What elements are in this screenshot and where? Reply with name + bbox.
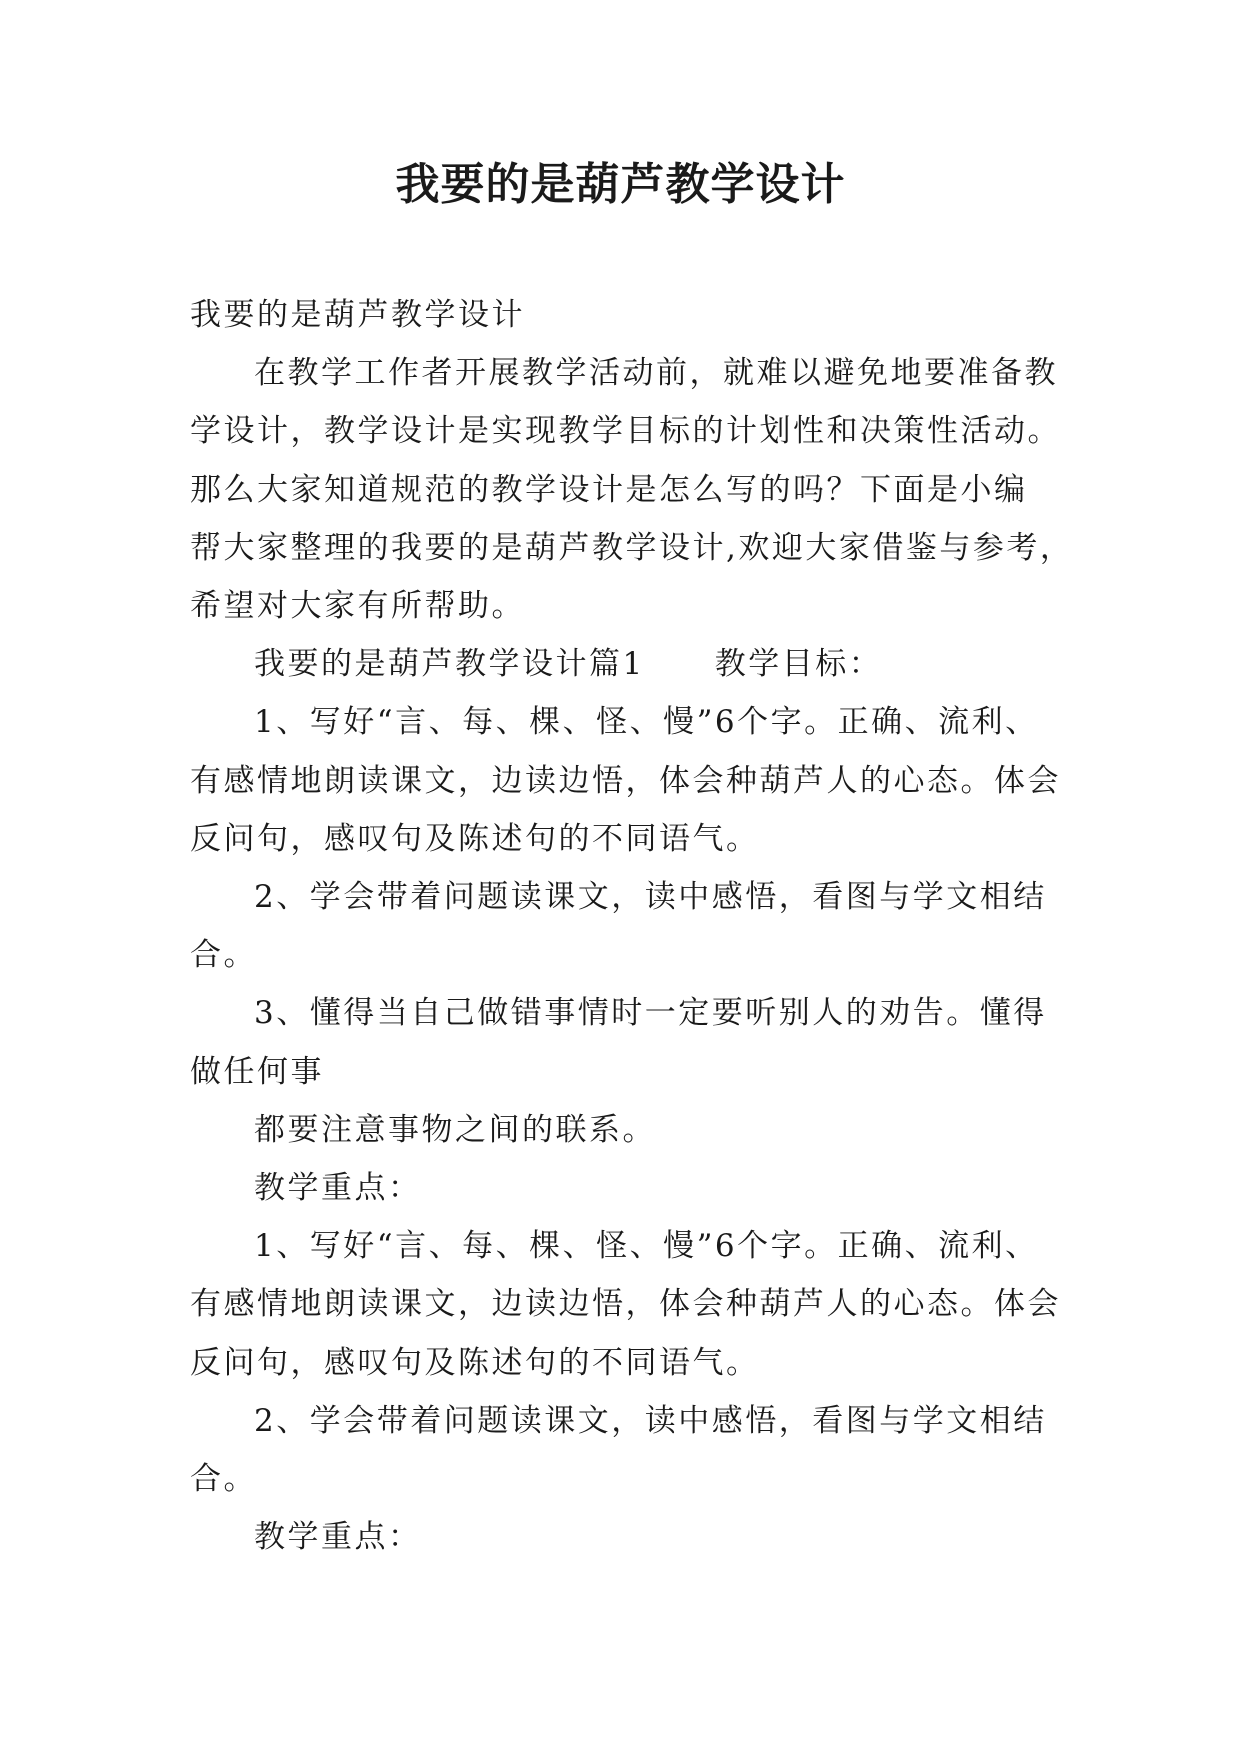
section-heading: 我要的是葫芦教学设计篇1 xyxy=(254,646,645,683)
paragraph-line: 希望对大家有所帮助。 xyxy=(190,588,525,625)
key-point-item-line: 2、学会带着问题读课文，读中感悟，看图与学文相结 xyxy=(254,1402,1047,1439)
paragraph-line: 合。 xyxy=(190,1461,257,1498)
paragraph-line: 帮大家整理的我要的是葫芦教学设计,欢迎大家借鉴与参考， xyxy=(190,529,1074,566)
objective-item-line: 3、懂得当自己做错事情时一定要听别人的劝告。懂得 xyxy=(254,995,1047,1032)
paragraph-line: 做任何事 xyxy=(190,1053,324,1090)
subtitle-line: 我要的是葫芦教学设计 xyxy=(190,297,525,333)
paragraph-line: 反问句，感叹句及陈述句的不同语气。 xyxy=(190,1344,760,1381)
objective-item-line: 1、写好“言、每、棵、怪、慢”6个字。正确、流利、 xyxy=(254,704,1039,741)
paragraph-line: 反问句，感叹句及陈述句的不同语气。 xyxy=(190,820,760,857)
key-points-heading: 教学重点： xyxy=(254,1519,422,1556)
document-title: 我要的是葫芦教学设计 xyxy=(395,159,846,210)
paragraph-line: 合。 xyxy=(190,937,257,974)
paragraph-line: 有感情地朗读课文，边读边悟，体会种葫芦人的心态。体会 xyxy=(190,1286,1061,1323)
paragraph-line: 在教学工作者开展教学活动前，就难以避免地要准备教 xyxy=(254,355,1058,392)
objectives-heading: 教学目标： xyxy=(714,646,883,683)
paragraph-line: 那么大家知道规范的教学设计是怎么写的吗？下面是小编 xyxy=(190,471,1028,508)
paragraph-line: 都要注意事物之间的联系。 xyxy=(254,1111,656,1148)
key-points-heading: 教学重点： xyxy=(254,1170,422,1207)
paragraph-line: 有感情地朗读课文，边读边悟，体会种葫芦人的心态。体会 xyxy=(190,762,1061,799)
objective-item-line: 2、学会带着问题读课文，读中感悟，看图与学文相结 xyxy=(254,879,1047,916)
section-heading-line xyxy=(190,635,1070,693)
key-point-item-line: 1、写好“言、每、棵、怪、慢”6个字。正确、流利、 xyxy=(254,1228,1039,1265)
paragraph-line: 学设计，教学设计是实现教学目标的计划性和决策性活动。 xyxy=(190,413,1061,450)
document-body xyxy=(190,286,1074,1566)
